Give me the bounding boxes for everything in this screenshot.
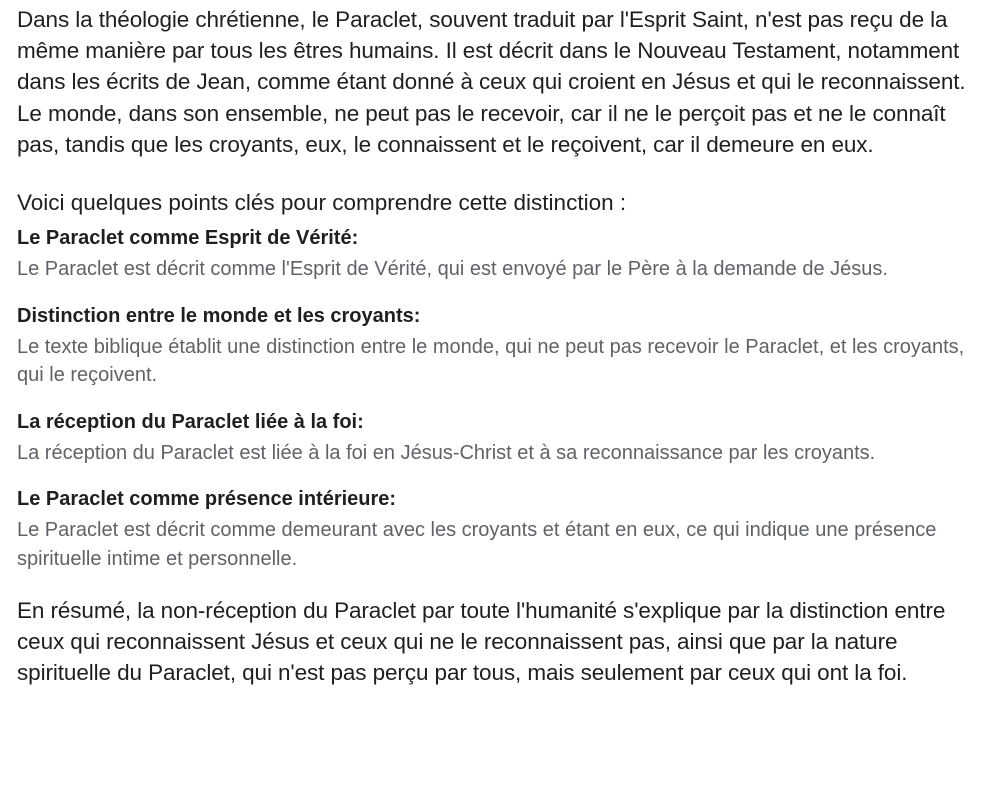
point-title: La réception du Paraclet liée à la foi: <box>17 410 364 433</box>
list-item <box>17 302 976 390</box>
point-title: Le Paraclet comme présence intérieure: <box>17 488 397 511</box>
summary-paragraph: En résumé, la non-réception du Paraclet par toute l'humanité s'explique par la distinction entre ceux qui reconnaissent Jésus et ceux qui ne le reconnaissent pas, ainsi que par la nature spirituelle du Paraclet, qui n'est pas perçu par tous, mais seulement par ceux qui ont la foi. <box>17 598 946 686</box>
list-item <box>17 224 976 284</box>
point-description: La réception du Paraclet est liée à la foi en Jésus-Christ et à sa reconnaissance par les croyants. <box>17 441 876 464</box>
intro-paragraph: Dans la théologie chrétienne, le Paraclet, souvent traduit par l'Esprit Saint, n'est pas reçu de la même manière par tous les êtres humains. Il est décrit dans le Nouveau Testament, notamment dans les écrits de Jean, comme étant donné à ceux qui croient en Jésus et qui le reconnaissent. Le monde, dans son ensemble, ne peut pas le recevoir, car il ne le perçoit pas et ne le connaît pas, tandis que les croyants, eux, le connaissent et le reçoivent, car il demeure en eux. <box>17 7 966 157</box>
list-item <box>17 408 976 468</box>
key-points-heading: Voici quelques points clés pour comprendre cette distinction : <box>17 190 627 216</box>
point-description: Le Paraclet est décrit comme l'Esprit de Vérité, qui est envoyé par le Père à la demande de Jésus. <box>17 258 888 281</box>
list-item <box>17 485 976 573</box>
point-title: Distinction entre le monde et les croyants: <box>17 304 421 327</box>
point-description: Le Paraclet est décrit comme demeurant avec les croyants et étant en eux, ce qui indique une présence spirituelle intime et personnelle. <box>17 519 937 570</box>
key-points-list <box>17 224 976 573</box>
point-title: Le Paraclet comme Esprit de Vérité: <box>17 227 359 250</box>
point-description: Le texte biblique établit une distinction entre le monde, qui ne peut pas recevoir le Paraclet, et les croyants, qui le reçoivent. <box>17 335 965 387</box>
